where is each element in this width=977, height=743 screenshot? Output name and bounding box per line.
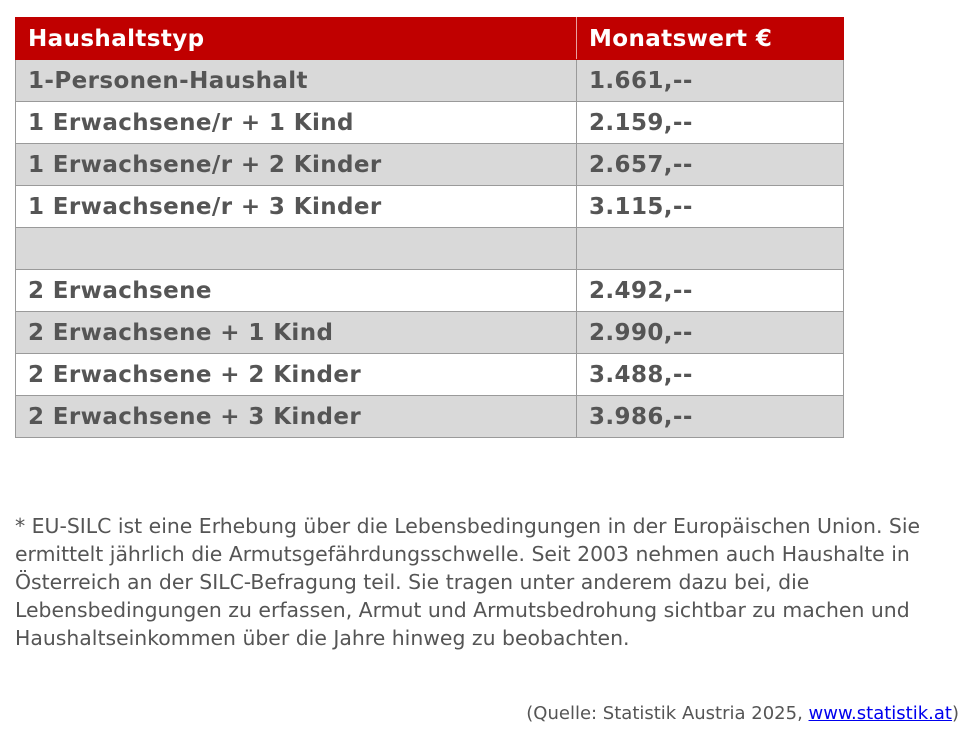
table-row <box>16 312 844 354</box>
household-type-cell <box>16 228 577 270</box>
header-household-type: Haushaltstyp <box>16 18 577 60</box>
household-type-cell: 1 Erwachsene/r + 3 Kinder <box>16 186 577 228</box>
footnote-text: * EU-SILC ist eine Erhebung über die Lebensbedingungen in der Europäischen Union. Sie ermittelt jährlich die Armutsgefährdungsschwelle. Seit 2003 nehmen auch Haushalte in Österreich an der SILC-Befragung teil. Sie tragen unter anderem dazu bei, die Lebensbedingungen zu erfassen, Armut und Armutsbedrohung sichtbar zu machen und Haushaltseinkommen über die Jahre hinweg zu beobachten. <box>15 514 921 650</box>
table-body <box>16 60 844 438</box>
table-row <box>16 396 844 438</box>
table-row <box>16 228 844 270</box>
monthly-value-cell: 3.115,-- <box>577 186 844 228</box>
table-header-row <box>16 18 844 60</box>
monthly-value-cell: 1.661,-- <box>577 60 844 102</box>
table-row <box>16 354 844 396</box>
monthly-value-cell: 3.986,-- <box>577 396 844 438</box>
table-row <box>16 144 844 186</box>
monthly-value-cell <box>577 228 844 270</box>
household-type-cell: 1 Erwachsene/r + 2 Kinder <box>16 144 577 186</box>
source-suffix: ) <box>951 703 959 724</box>
source-prefix: (Quelle: Statistik Austria 2025, <box>526 703 809 724</box>
household-type-cell: 2 Erwachsene + 1 Kind <box>16 312 577 354</box>
header-monthly-value: Monatswert € <box>577 18 844 60</box>
household-type-cell: 2 Erwachsene <box>16 270 577 312</box>
monthly-value-cell: 2.159,-- <box>577 102 844 144</box>
household-type-cell: 1-Personen-Haushalt <box>16 60 577 102</box>
table-row <box>16 60 844 102</box>
table-row <box>16 186 844 228</box>
table-row <box>16 102 844 144</box>
source-link[interactable]: www.statistik.at <box>808 703 952 724</box>
monthly-value-cell: 3.488,-- <box>577 354 844 396</box>
monthly-value-cell: 2.990,-- <box>577 312 844 354</box>
table-row <box>16 270 844 312</box>
household-type-cell: 2 Erwachsene + 3 Kinder <box>16 396 577 438</box>
source-citation <box>526 702 959 726</box>
monthly-value-cell: 2.657,-- <box>577 144 844 186</box>
monthly-value-cell: 2.492,-- <box>577 270 844 312</box>
household-type-cell: 1 Erwachsene/r + 1 Kind <box>16 102 577 144</box>
household-threshold-table <box>15 17 844 438</box>
household-type-cell: 2 Erwachsene + 2 Kinder <box>16 354 577 396</box>
